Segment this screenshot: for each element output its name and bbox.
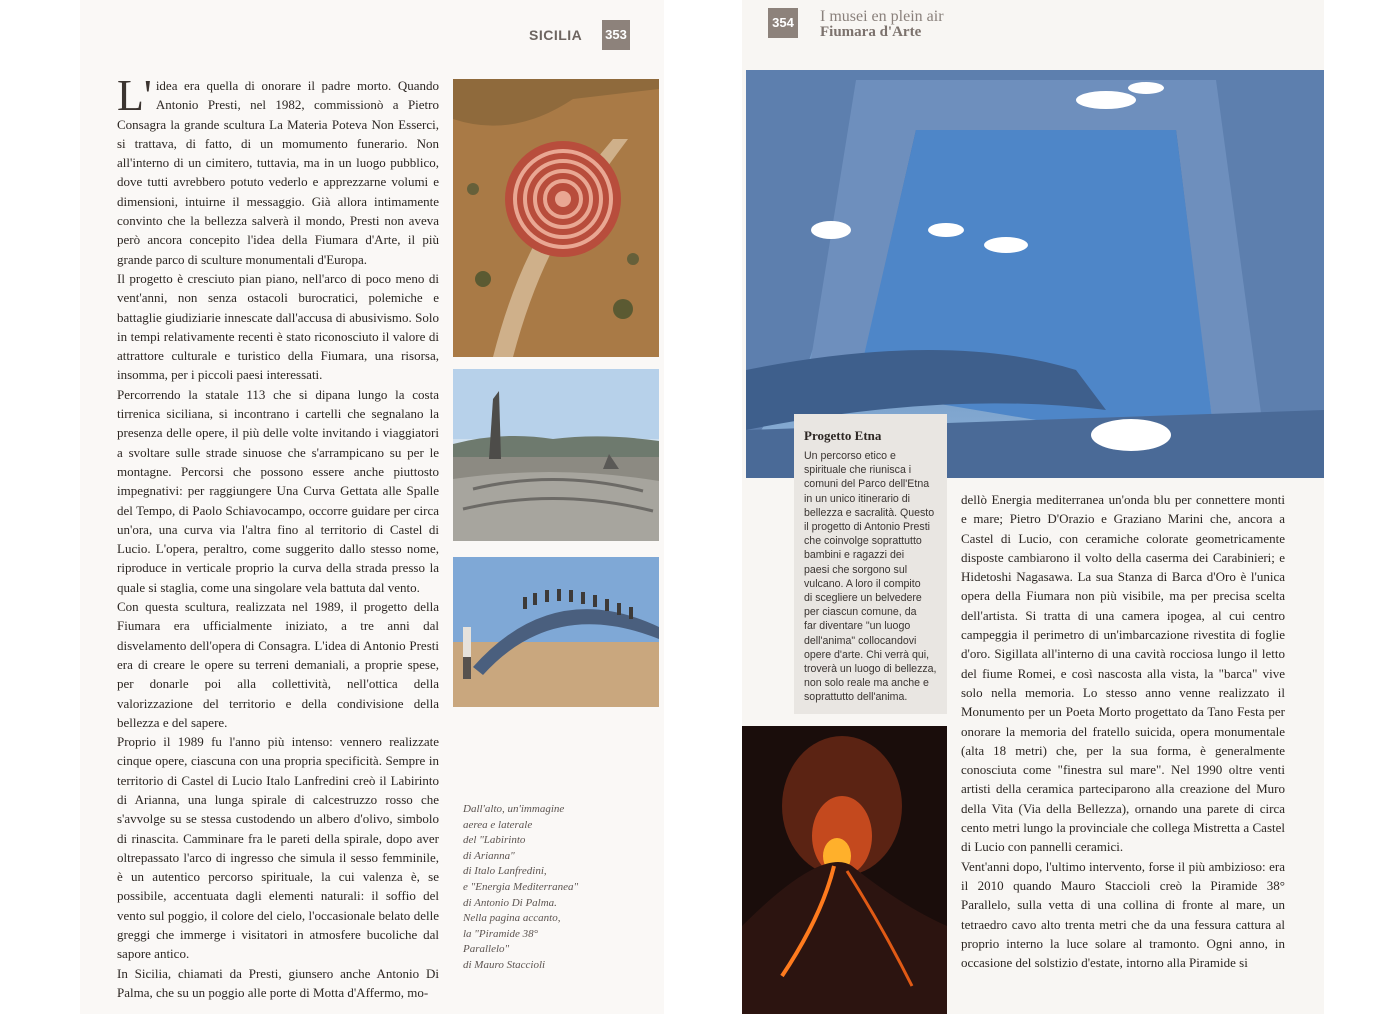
caption-line: di Antonio Di Palma. <box>463 896 557 909</box>
sidebar-box-progetto-etna <box>794 414 947 714</box>
box-line: bambini e ragazzi dei <box>804 549 905 562</box>
paragraph: Proprio il 1989 fu l'anno più intenso: vennero realizzate cinque opere, ciascuna con una propria specificità. Sempre in territorio di Castel di Lucio Italo Lanfredini creò il Labirinto di Arianna, una lunga spirale di calcestruzzo rosso che s'avvolge su se stessa custodendo un albero d'olivo, simbolo di rinascita. Camminare fra le pareti della spirale, dopo aver oltrepassato l'arco di ingresso che simula il sesso femminile, è un autentico percorso spirituale, la cui valenza è, se possibile, accentuata dagli elementi naturali: il soffio del vento sul poggio, il colore del cielo, l'occasionale belato delle greggi che immerge i visitatori in atmosfere bucoliche dal sapore antico. <box>117 734 439 962</box>
caption-line: del "Labirinto <box>463 834 526 847</box>
box-line: spirituale che riunisca i <box>804 464 912 477</box>
paragraph: Il progetto è cresciuto pian piano, nell'arco di poco meno di vent'anni, non senza ostacoli burocratici, polemiche e battaglie giudiziarie innescate dall'accusa di abusivismo. Solo in tempi relativamente recenti è stato riconosciuto il valore di attrattore culturale e turistico della Fiumara, una risorsa, insomma, per i piccoli paesi interessati. <box>117 270 439 383</box>
caption-line: e "Energia Mediterranea" <box>463 880 579 893</box>
running-header-title: Fiumara d'Arte <box>820 24 922 40</box>
box-line: vulcano. A loro il compito <box>804 577 921 590</box>
box-text <box>804 449 937 705</box>
caption-line: Parallelo" <box>463 943 510 956</box>
box-line: opere d'arte. Chi verrà qui, <box>804 648 930 661</box>
page-number: 354 <box>768 8 798 38</box>
paragraph: Vent'anni dopo, l'ultimo intervento, forse il più ambizioso: era il 2010 quando Mauro Staccioli creò la Piramide 38° Parallelo, sulla vetta di una collina di fronte al mare, un tetraedro cavo alto trenta metri che da una fessura cattura al proprio interno la luce solare al tramonto. Ogni anno, in occasione del solstizio d'estate, intorno alla Piramide si <box>961 858 1285 971</box>
paragraph: idea era quella di onorare il padre morto. Quando Antonio Presti, nel 1982, commissionò a Pietro Consagra la grande scultura La Materia Poteva Non Esserci, si trattava, di fatto, di un momumento funerario. Non all'interno di un cimitero, tuttavia, ma in un luogo pubblico, dove tutti avrebbero potuto vederlo e apprezzarne volumi e dimensioni, intuirne il messaggio. Già allora intimamente convinto che la bellezza salverà il mondo, Presti non aveva però ancora concepito l'idea della Fiumara d'Arte, il più grande parco di sculture monumentali d'Europa. <box>117 78 439 267</box>
box-line: bellezza e sacralità. Questo <box>804 506 935 519</box>
paragraph: In Sicilia, chiamati da Presti, giunsero anche Antonio Di Palma, che su un poggio alle porte di Motta d'Affermo, mo- <box>117 965 439 1000</box>
page-number: 353 <box>602 20 630 50</box>
paragraph: dellò Energia mediterranea un'onda blu per connettere monti e mare; Pietro D'Orazio e Graziano Marini che, ancora a Castel di Lucio, con ceramiche colorate geometricamente disposte cambiarono il volto della caserma dei Carabinieri; e Hidetoshi Nagasawa. La sua Stanza di Barca d'Oro è l'unica opera della Fiumara non più visibile, ma per precisa scelta dell'artista. Si tratta di una camera ipogea, al cui centro campeggia il perimetro di un'imbarcazione rivestita di foglie d'oro. Sigillata all'interno di una cavità rocciosa lungo il letto del fiume Romei, e così nascosta alla vista, la "barca" vive solo nella memoria. Lo stesso anno venne realizzato il Monumento per un Poeta Morto progettato da Tano Festa per onorare la memoria del fratello suicida, opera monumentale (alta 18 metri) che, per la sua forma, è generalmente conosciuta come "finestra sul mare". Nel 1990 oltre venti artisti della ceramica parteciparono alla creazione del Muro della Vita (Via della Bellezza), ornando una parete di circa cento metri lungo la provinciale che collega Mistretta a Castel di Lucio con pannelli ceramici. <box>961 492 1285 855</box>
photo-etna-eruption <box>742 726 947 1014</box>
right-body-text <box>961 490 1285 972</box>
box-line: paesi che sorgono sul <box>804 563 908 576</box>
box-line: far diventare "un luogo <box>804 620 911 633</box>
caption-line: la "Piramide 38° <box>463 927 539 940</box>
box-title: Progetto Etna <box>804 428 882 443</box>
paragraph: Percorrendo la statale 113 che si dipana lungo la costa tirrenica siciliana, si incontrano i cartelli che segnalano la presenza delle opere, il più delle volte invitando i viaggiatori a svoltare sulle strade sinuose che s'arrampicano su per le montagne. Percorsi che possono essere anche piuttosto impegnativi: per raggiungere Una Curva Gettata alle Spalle del Tempo, di Paolo Schiavocampo, occorre guidare per circa un'ora, una curva via l'altra fino al territorio di Castel di Lucio. L'opera, peraltro, come suggerito dallo stesso nome, riproduce in verticale proprio la curva della strada presso la quale si staglia, come una singolare vela battuta dal vento. <box>117 386 439 595</box>
photo-labyrinth-aerial <box>453 79 659 357</box>
left-body-text <box>117 71 439 1002</box>
caption-line: Nella pagina accanto, <box>463 912 561 925</box>
photo-energia-mediterranea <box>453 369 659 541</box>
box-line: per ciascun comune, da <box>804 606 917 619</box>
book-gutter <box>664 0 742 1014</box>
box-line: che coinvolge soprattutto <box>804 535 922 548</box>
photo-sculpture-crowd <box>453 557 659 707</box>
box-line: il progetto di Antonio Presti <box>804 521 931 534</box>
box-line: soprattutto dell'anima. <box>804 691 908 704</box>
caption-line: di Mauro Staccioli <box>463 958 546 971</box>
running-header: I musei en plein air <box>820 8 944 25</box>
dropcap: L' <box>117 71 152 120</box>
left-page <box>80 0 664 1014</box>
section-title: SICILIA <box>529 27 583 43</box>
box-line: Un percorso etico e <box>804 450 896 462</box>
caption-line: di Arianna" <box>463 849 515 862</box>
box-line: comuni del Parco dell'Etna <box>804 478 930 491</box>
box-line: in un unico itinerario di <box>804 492 910 505</box>
paragraph: Con questa scultura, realizzata nel 1989, il progetto della Fiumara era ufficialmente iniziato, a tre anni dal disvelamento dell'opera di Consagra. L'idea di Antonio Presti era di creare le opere su terreni demaniali, a proprie spese, per donarle poi alla collettività, nell'ottica della valorizzazione del territorio e della condivisione della bellezza e del sapere. <box>117 599 439 730</box>
caption-line: Dall'alto, un'immagine <box>463 803 565 815</box>
box-line: dell'anima" collocandovi <box>804 634 917 647</box>
caption-line: aerea e laterale <box>463 818 533 831</box>
photo-caption <box>463 802 593 974</box>
caption-line: di Italo Lanfredini, <box>463 865 547 878</box>
box-line: di scegliere un belvedere <box>804 592 922 605</box>
right-page <box>742 0 1324 1014</box>
page-margin <box>1324 0 1400 1014</box>
box-line: non solo reale ma anche e <box>804 677 929 690</box>
box-line: troverà un luogo di bellezza, <box>804 663 937 676</box>
